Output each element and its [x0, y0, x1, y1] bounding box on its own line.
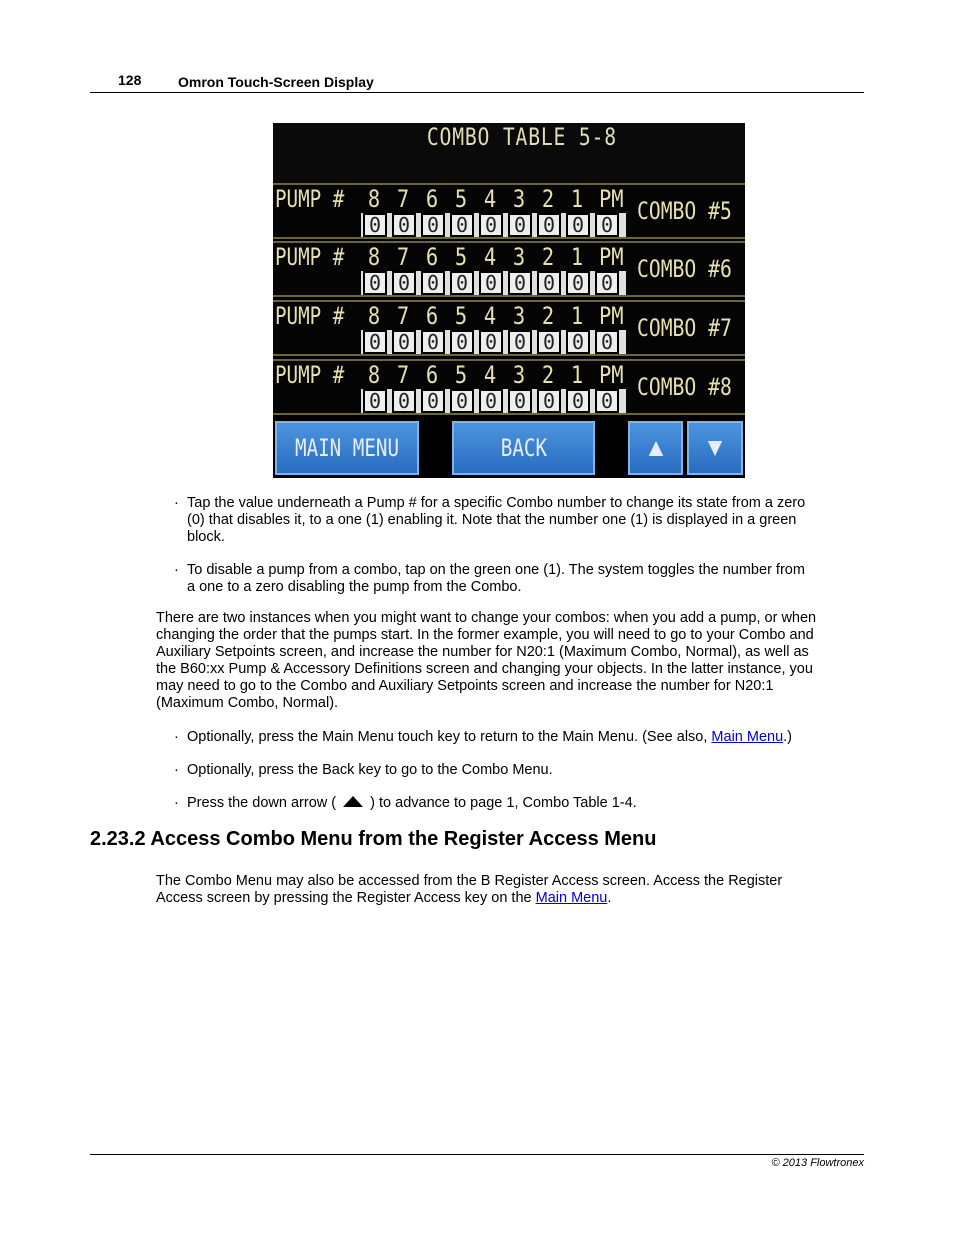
pump-state-cell[interactable]: 0 — [595, 389, 619, 413]
pump-number: 5 — [454, 302, 468, 330]
up-arrow-icon — [648, 441, 662, 456]
pump-number: 1 — [570, 243, 584, 271]
bullet-text: ) to advance to page 1, Combo Table 1-4. — [370, 795, 637, 811]
pump-number: PM — [598, 361, 624, 389]
pump-state-cell[interactable]: 0 — [537, 389, 561, 413]
main-menu-button[interactable]: MAIN MENU — [275, 421, 419, 475]
section-paragraph — [156, 873, 866, 907]
pump-state-cell[interactable]: 0 — [363, 389, 387, 413]
bullet-text: To disable a pump from a combo, tap on the green one (1). The system toggles the number from — [187, 562, 805, 578]
paragraph-line: The Combo Menu may also be accessed from the B Register Access screen. Access the Register — [156, 873, 783, 889]
pump-state-cell[interactable]: 0 — [363, 330, 387, 354]
pump-number: 5 — [454, 361, 468, 389]
combo-change-paragraph — [156, 610, 866, 712]
paragraph-text: . — [607, 890, 612, 906]
pump-state-cell[interactable]: 0 — [508, 271, 532, 295]
page-footer — [90, 1154, 864, 1169]
pump-state-cell[interactable]: 0 — [450, 330, 474, 354]
pump-label: PUMP # — [275, 302, 345, 330]
copyright: © 2013 Flowtronex — [771, 1157, 864, 1169]
bullet-text: Tap the value underneath a Pump # for a specific Combo number to change its state from a zero — [187, 495, 806, 511]
page-header — [90, 70, 864, 93]
back-button[interactable]: BACK — [452, 421, 595, 475]
combo-row — [273, 183, 745, 239]
bullet-dot: · — [174, 729, 179, 745]
pump-number: 6 — [425, 361, 439, 389]
paragraph-line: (Maximum Combo, Normal). — [156, 695, 339, 711]
pump-state-cell[interactable]: 0 — [450, 271, 474, 295]
bullet-text: (0) that disables it, to a one (1) enabling it. Note that the number one (1) is displayed in a green — [187, 512, 797, 528]
main-menu-link[interactable]: Main Menu — [535, 890, 608, 906]
pump-number: PM — [598, 302, 624, 330]
pump-number: 2 — [541, 185, 555, 213]
pump-number: 4 — [483, 243, 497, 271]
bullet-dot: · — [174, 495, 179, 511]
pump-state-cell[interactable]: 0 — [392, 389, 416, 413]
paragraph-line: may need to go to the Combo and Auxiliary Setpoints screen and increase the number for N20:1 — [156, 678, 774, 694]
bullet-text: Optionally, press the Back key to go to the Combo Menu. — [187, 762, 553, 778]
paragraph-line: There are two instances when you might want to change your combos: when you add a pump, or when — [156, 610, 817, 626]
pump-state-cell[interactable]: 0 — [479, 271, 503, 295]
pump-state-cell[interactable]: 0 — [595, 213, 619, 237]
pump-state-cell[interactable]: 0 — [421, 271, 445, 295]
pump-state-cell[interactable]: 0 — [508, 330, 532, 354]
pump-number: 8 — [367, 302, 381, 330]
pump-state-cell[interactable]: 0 — [363, 271, 387, 295]
pump-number: 1 — [570, 185, 584, 213]
pump-state-cell[interactable]: 0 — [450, 213, 474, 237]
pump-number: 6 — [425, 302, 439, 330]
bullet-text: Press the down arrow ( — [187, 795, 337, 811]
pump-number: 3 — [512, 243, 526, 271]
bullet-text: block. — [187, 529, 225, 545]
pump-number: 2 — [541, 302, 555, 330]
pump-number: 8 — [367, 243, 381, 271]
paragraph-line: the B60:xx Pump & Accessory Definitions screen and changing your objects. In the latter instance, you — [156, 661, 813, 677]
pump-number: 2 — [541, 361, 555, 389]
pump-label: PUMP # — [275, 243, 345, 271]
pump-state-cell[interactable]: 0 — [566, 271, 590, 295]
down-arrow-icon — [708, 441, 722, 456]
pump-number: 7 — [396, 185, 410, 213]
page-number: 128 — [118, 72, 142, 88]
pump-number: 6 — [425, 185, 439, 213]
pump-number: 5 — [454, 185, 468, 213]
section-heading: 2.23.2 Access Combo Menu from the Register Access Menu — [90, 828, 657, 850]
page-up-button[interactable] — [628, 421, 683, 475]
pump-number: 6 — [425, 243, 439, 271]
pump-state-cell[interactable]: 0 — [363, 213, 387, 237]
pump-state-cell[interactable]: 0 — [595, 330, 619, 354]
pump-number: 3 — [512, 302, 526, 330]
pump-number: 7 — [396, 243, 410, 271]
pump-state-cell[interactable]: 0 — [421, 389, 445, 413]
bullet-text: .) — [783, 729, 793, 745]
touch-screen-image — [273, 123, 745, 478]
pump-number: 4 — [483, 302, 497, 330]
pump-state-cell[interactable]: 0 — [479, 330, 503, 354]
pump-state-cell[interactable]: 0 — [421, 330, 445, 354]
bullet-dot: · — [174, 762, 179, 778]
pump-state-cell[interactable]: 0 — [537, 330, 561, 354]
combo-label: COMBO #8 — [637, 373, 732, 401]
bullet-text: a one to a zero disabling the pump from the Combo. — [187, 579, 522, 595]
pump-state-cell[interactable]: 0 — [537, 271, 561, 295]
main-menu-link[interactable]: Main Menu — [711, 729, 784, 745]
pump-number: 3 — [512, 361, 526, 389]
pump-state-cell[interactable]: 0 — [566, 213, 590, 237]
pump-number: 3 — [512, 185, 526, 213]
pump-state-cell[interactable]: 0 — [566, 330, 590, 354]
up-triangle-icon — [343, 796, 363, 807]
pump-state-cell[interactable]: 0 — [508, 213, 532, 237]
pump-number: 5 — [454, 243, 468, 271]
combo-label: COMBO #7 — [637, 314, 732, 342]
pump-state-cell[interactable]: 0 — [421, 213, 445, 237]
pump-label: PUMP # — [275, 361, 345, 389]
bullet-text: Optionally, press the Main Menu touch key to return to the Main Menu. (See also, — [187, 729, 712, 745]
pump-state-cell[interactable]: 0 — [566, 389, 590, 413]
pump-state-cell[interactable]: 0 — [392, 213, 416, 237]
pump-state-cell[interactable]: 0 — [595, 271, 619, 295]
bullet-dot: · — [174, 795, 179, 811]
page-down-button[interactable] — [687, 421, 743, 475]
pump-state-cell[interactable]: 0 — [392, 330, 416, 354]
pump-number: 1 — [570, 361, 584, 389]
combo-row — [273, 241, 745, 297]
pump-state-cell[interactable]: 0 — [508, 389, 532, 413]
paragraph-line: Auxiliary Setpoints screen, and increase the number for N20:1 (Maximum Combo, Normal), as well as — [156, 644, 809, 660]
pump-number: PM — [598, 185, 624, 213]
pump-state-cell[interactable]: 0 — [392, 271, 416, 295]
screen-title: COMBO TABLE 5-8 — [273, 123, 745, 183]
pump-number: 7 — [396, 361, 410, 389]
pump-state-cell[interactable]: 0 — [450, 389, 474, 413]
pump-state-cell[interactable]: 0 — [537, 213, 561, 237]
pump-number: 4 — [483, 361, 497, 389]
combo-row — [273, 359, 745, 415]
pump-number: 8 — [367, 361, 381, 389]
paragraph-text: Access screen by pressing the Register Access key on the — [156, 890, 536, 906]
combo-row — [273, 300, 745, 356]
paragraph-line: changing the order that the pumps start. In the former example, you will need to go to your Combo and — [156, 627, 814, 643]
pump-number: 2 — [541, 243, 555, 271]
pump-label: PUMP # — [275, 185, 345, 213]
pump-number: 7 — [396, 302, 410, 330]
pump-number: 4 — [483, 185, 497, 213]
pump-number: 1 — [570, 302, 584, 330]
screen-nav-bar — [273, 419, 745, 478]
header-title: Omron Touch-Screen Display — [178, 74, 374, 90]
bullet-dot: · — [174, 562, 179, 578]
pump-state-cell[interactable]: 0 — [479, 389, 503, 413]
combo-label: COMBO #6 — [637, 255, 732, 283]
pump-state-cell[interactable]: 0 — [479, 213, 503, 237]
pump-number: 8 — [367, 185, 381, 213]
pump-number: PM — [598, 243, 624, 271]
combo-label: COMBO #5 — [637, 197, 732, 225]
